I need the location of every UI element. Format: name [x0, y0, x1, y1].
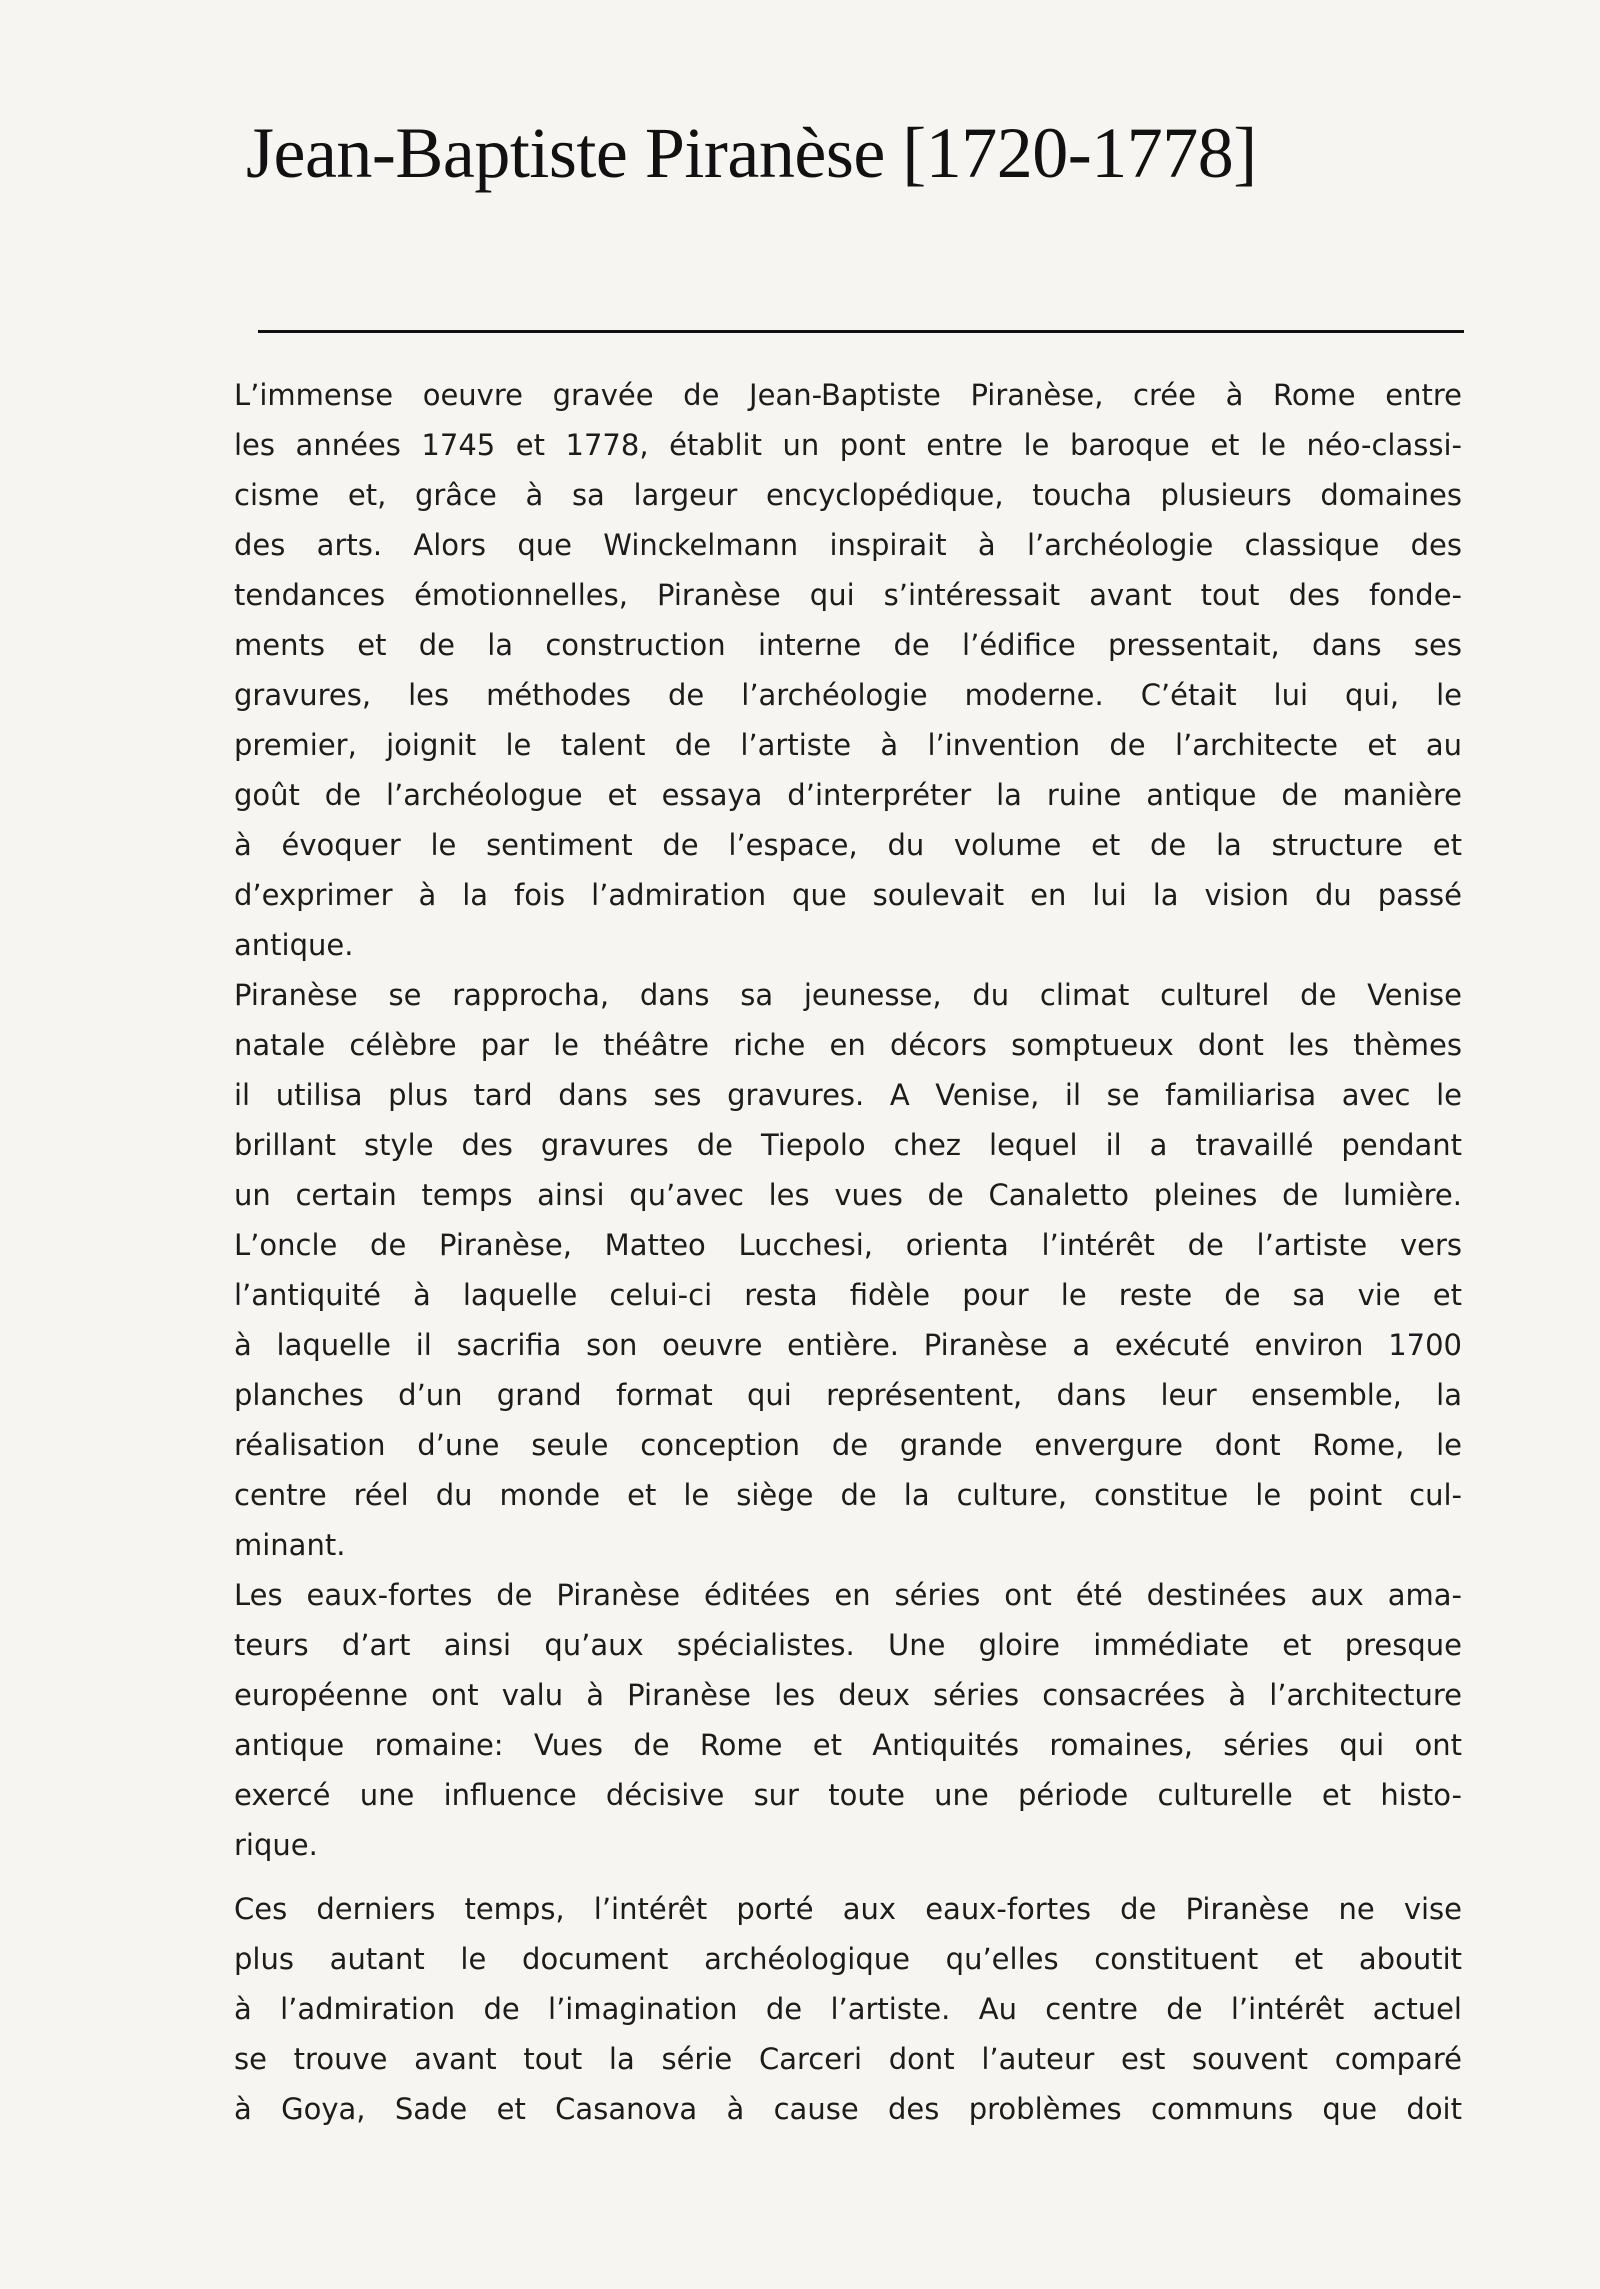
text-line: des arts. Alors que Winckelmann inspirait à l’archéologie classique des [234, 528, 1462, 562]
text-line: planches d’un grand format qui représentent, dans leur ensemble, la [234, 1378, 1462, 1412]
text-line: exercé une influence décisive sur toute une période culturelle et histo- [234, 1778, 1462, 1812]
text-line: Piranèse se rapprocha, dans sa jeunesse, du climat culturel de Venise [234, 978, 1462, 1012]
text-line: centre réel du monde et le siège de la culture, constitue le point cul- [234, 1478, 1462, 1512]
text-line: premier, joignit le talent de l’artiste à l’invention de l’architecte et au [234, 728, 1462, 762]
text-line: ments et de la construction interne de l’édifice pressentait, dans ses [234, 628, 1462, 662]
paragraph [234, 1884, 1462, 2134]
text-line: européenne ont valu à Piranèse les deux séries consacrées à l’architecture [234, 1678, 1462, 1712]
text-line: un certain temps ainsi qu’avec les vues de Canaletto pleines de lumière. [234, 1178, 1462, 1212]
text-line: L’oncle de Piranèse, Matteo Lucchesi, orienta l’intérêt de l’artiste vers [234, 1228, 1462, 1262]
text-line: L’immense oeuvre gravée de Jean-Baptiste Piranèse, crée à Rome entre [234, 378, 1462, 412]
text-line: minant. [234, 1528, 346, 1562]
text-line: se trouve avant tout la série Carceri dont l’auteur est souvent comparé [234, 2042, 1462, 2076]
text-line: les années 1745 et 1778, établit un pont entre le baroque et le néo-classi- [234, 428, 1462, 462]
text-line: antique. [234, 928, 354, 962]
text-line: Les eaux-fortes de Piranèse éditées en séries ont été destinées aux ama- [234, 1578, 1462, 1612]
paragraph [234, 370, 1462, 970]
body-text [234, 370, 1462, 2134]
text-line: à l’admiration de l’imagination de l’artiste. Au centre de l’intérêt actuel [234, 1992, 1462, 2026]
text-line: antique romaine: Vues de Rome et Antiquités romaines, séries qui ont [234, 1728, 1462, 1762]
text-line: à Goya, Sade et Casanova à cause des problèmes communs que doit [234, 2092, 1462, 2126]
text-line: gravures, les méthodes de l’archéologie moderne. C’était lui qui, le [234, 678, 1462, 712]
paragraph [234, 1570, 1462, 1870]
text-line: plus autant le document archéologique qu’elles constituent et aboutit [234, 1942, 1462, 1976]
text-line: teurs d’art ainsi qu’aux spécialistes. Une gloire immédiate et presque [234, 1628, 1462, 1662]
paragraph [234, 970, 1462, 1570]
paragraph-gap [234, 1870, 1462, 1884]
text-line: rique. [234, 1828, 318, 1862]
text-line: il utilisa plus tard dans ses gravures. A Venise, il se familiarisa avec le [234, 1078, 1462, 1112]
text-line: goût de l’archéologue et essaya d’interpréter la ruine antique de manière [234, 778, 1462, 812]
title-divider [258, 330, 1464, 333]
text-line: natale célèbre par le théâtre riche en décors somptueux dont les thèmes [234, 1028, 1462, 1062]
text-line: à laquelle il sacrifia son oeuvre entière. Piranèse a exécuté environ 1700 [234, 1328, 1462, 1362]
text-line: à évoquer le sentiment de l’espace, du volume et de la structure et [234, 828, 1462, 862]
text-line: tendances émotionnelles, Piranèse qui s’intéressait avant tout des fonde- [234, 578, 1462, 612]
text-line: cisme et, grâce à sa largeur encyclopédique, toucha plusieurs domaines [234, 478, 1462, 512]
text-line: Ces derniers temps, l’intérêt porté aux eaux-fortes de Piranèse ne vise [234, 1892, 1462, 1926]
text-line: réalisation d’une seule conception de grande envergure dont Rome, le [234, 1428, 1462, 1462]
text-line: l’antiquité à laquelle celui-ci resta fidèle pour le reste de sa vie et [234, 1278, 1462, 1312]
text-line: d’exprimer à la fois l’admiration que soulevait en lui la vision du passé [234, 878, 1462, 912]
page-title: Jean-Baptiste Piranèse [1720-1778] [246, 113, 1257, 193]
text-line: brillant style des gravures de Tiepolo chez lequel il a travaillé pendant [234, 1128, 1462, 1162]
